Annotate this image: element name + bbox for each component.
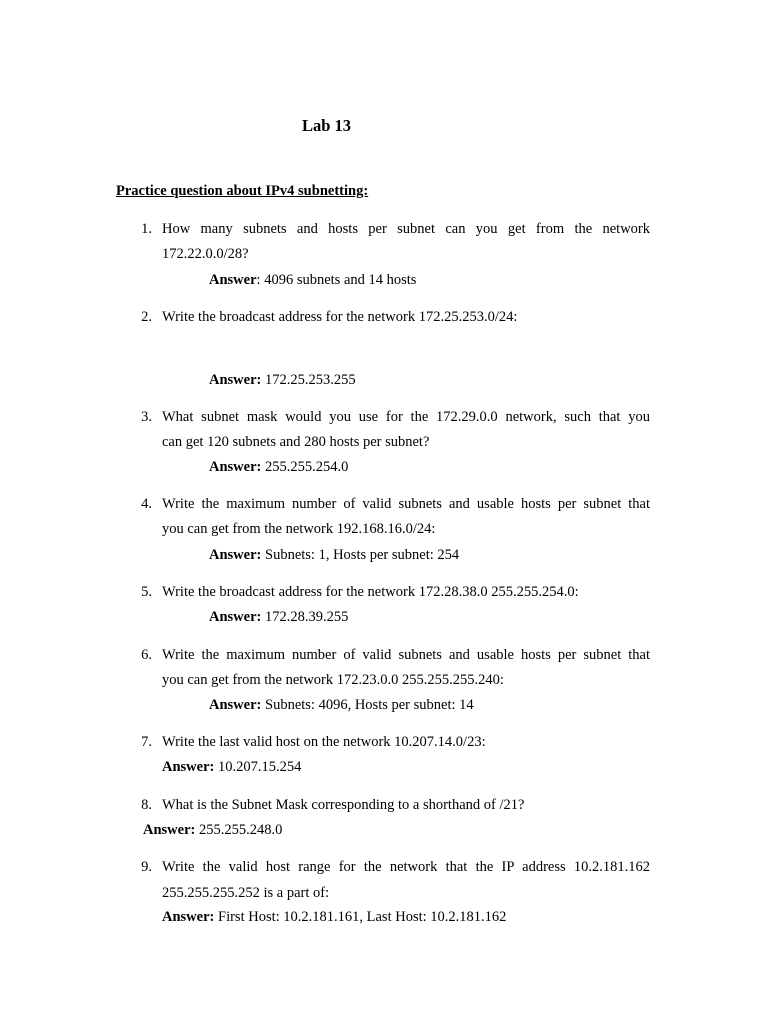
answer-value: Subnets: 1, Hosts per subnet: 254 xyxy=(265,547,460,563)
answer-label: Answer xyxy=(143,822,191,838)
question-text: can get 120 subnets and 280 hosts per subnet? xyxy=(162,434,430,450)
question-text: What subnet mask would you use for the 172.29.0.0 network, such that you xyxy=(162,409,650,425)
answer: Answer: 255.255.248.0 xyxy=(143,822,283,838)
answer-value: 172.25.253.255 xyxy=(265,372,356,388)
answer: Answer: 10.207.15.254 xyxy=(162,759,302,775)
question-text: What is the Subnet Mask corresponding to a shorthand of /21? xyxy=(162,797,525,813)
question-text: Write the broadcast address for the network 172.28.38.0 255.255.254.0: xyxy=(162,584,579,600)
answer: Answer: First Host: 10.2.181.161, Last Host: 10.2.181.162 xyxy=(162,909,507,925)
answer: Answer: Subnets: 4096, Hosts per subnet: 14 xyxy=(209,697,474,713)
question-text: Write the broadcast address for the network 172.25.253.0/24: xyxy=(162,309,518,325)
answer-label: Answer xyxy=(209,459,257,475)
answer-label: Answer xyxy=(209,697,257,713)
question-text: Write the maximum number of valid subnets and usable hosts per subnet that xyxy=(162,496,650,512)
answer-value: 172.28.39.255 xyxy=(265,609,349,625)
question-text: Write the last valid host on the network 10.207.14.0/23: xyxy=(162,734,486,750)
answer: Answer: 172.25.253.255 xyxy=(209,372,356,388)
answer-label: Answer xyxy=(209,272,257,288)
answer: Answer: Subnets: 1, Hosts per subnet: 254 xyxy=(209,547,460,563)
answer-value: 10.207.15.254 xyxy=(218,759,302,775)
answer-value: 4096 subnets and 14 hosts xyxy=(264,272,417,288)
answer: Answer: 4096 subnets and 14 hosts xyxy=(209,272,417,288)
question-number: 4. xyxy=(141,496,152,512)
answer-value: First Host: 10.2.181.161, Last Host: 10.2.181.162 xyxy=(218,909,507,925)
question-text: Write the maximum number of valid subnets and usable hosts per subnet that xyxy=(162,647,650,663)
question-number: 9. xyxy=(141,859,152,875)
answer-label: Answer xyxy=(162,909,210,925)
answer-label: Answer xyxy=(162,759,210,775)
question-number: 7. xyxy=(141,734,152,750)
question-text: How many subnets and hosts per subnet can you get from the network xyxy=(162,221,650,237)
answer-value: Subnets: 4096, Hosts per subnet: 14 xyxy=(265,697,474,713)
question-text: 255.255.255.252 is a part of: xyxy=(162,885,330,901)
question-number: 8. xyxy=(141,797,152,813)
answer-value: 255.255.254.0 xyxy=(265,459,349,475)
answer-label: Answer xyxy=(209,372,257,388)
question-number: 5. xyxy=(141,584,152,600)
answer-label: Answer xyxy=(209,547,257,563)
section-heading: Practice question about IPv4 subnetting: xyxy=(116,183,369,199)
question-text: you can get from the network 172.23.0.0 255.255.255.240: xyxy=(162,672,504,688)
question-number: 2. xyxy=(141,309,152,325)
answer: Answer: 255.255.254.0 xyxy=(209,459,349,475)
question-number: 3. xyxy=(141,409,152,425)
question-number: 6. xyxy=(141,647,152,663)
answer: Answer: 172.28.39.255 xyxy=(209,609,349,625)
question-text: Write the valid host range for the network that the IP address 10.2.181.162 xyxy=(162,859,650,875)
question-number: 1. xyxy=(141,221,152,237)
answer-label: Answer xyxy=(209,609,257,625)
page-title: Lab 13 xyxy=(302,116,352,135)
question-text: you can get from the network 192.168.16.0/24: xyxy=(162,521,436,537)
answer-value: 255.255.248.0 xyxy=(199,822,283,838)
question-text: 172.22.0.0/28? xyxy=(162,246,249,262)
